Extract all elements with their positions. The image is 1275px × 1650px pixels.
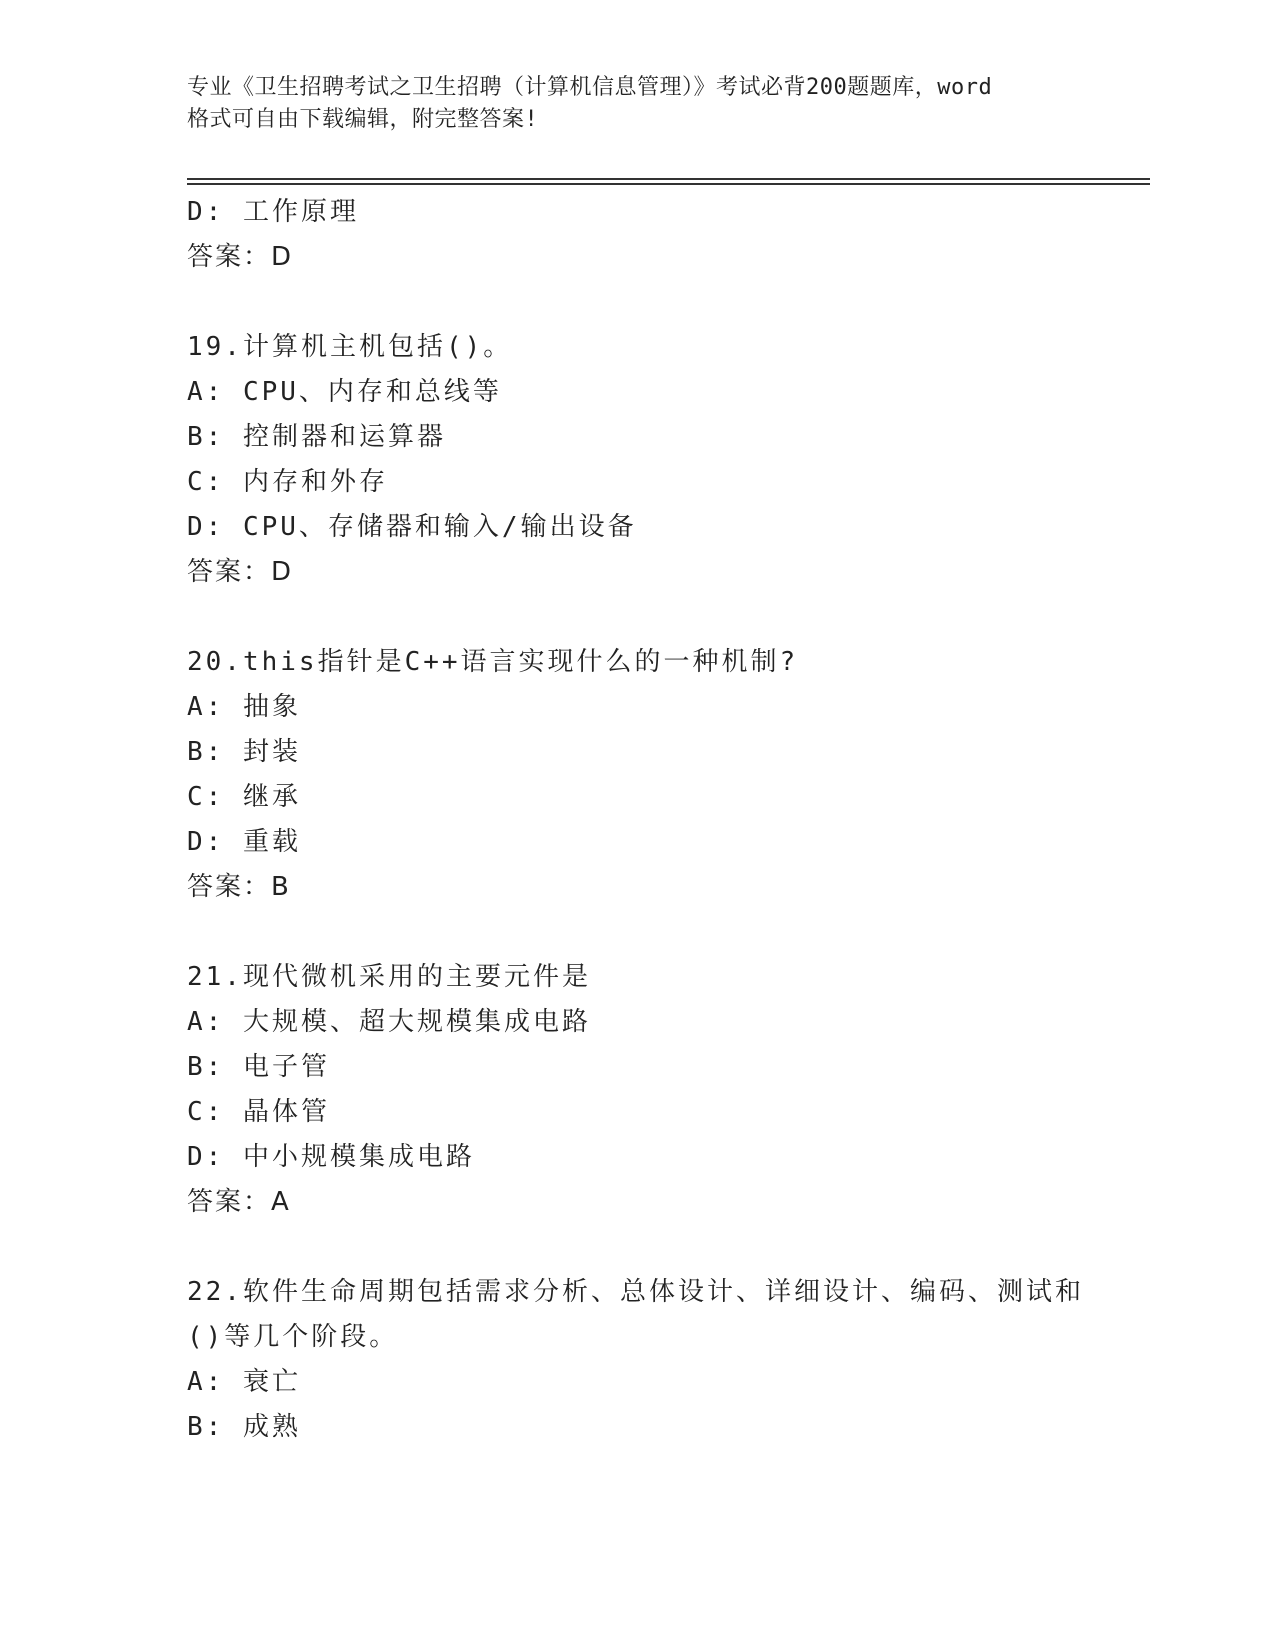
question-stem: 20.this指针是C++语言实现什么的一种机制? <box>187 647 799 677</box>
option-a: A: CPU、内存和总线等 <box>187 377 502 407</box>
prev-answer: 答案：D <box>187 242 294 272</box>
question-19 <box>187 325 1087 595</box>
document-header <box>187 72 1087 136</box>
option-a: A: 抽象 <box>187 692 301 722</box>
question-21 <box>187 955 1087 1225</box>
option-b: B: 电子管 <box>187 1052 330 1082</box>
question-stem-line-2: ()等几个阶段。 <box>187 1322 399 1352</box>
option-b: B: 控制器和运算器 <box>187 422 446 452</box>
header-line-1: 专业《卫生招聘考试之卫生招聘（计算机信息管理）》考试必背200题题库，word <box>187 75 993 100</box>
prev-option-d: D: 工作原理 <box>187 197 359 227</box>
option-c: C: 晶体管 <box>187 1097 330 1127</box>
option-c: C: 继承 <box>187 782 301 812</box>
spacer <box>187 910 1087 955</box>
header-divider-top <box>187 178 1150 180</box>
answer: 答案：A <box>187 1187 291 1217</box>
question-20 <box>187 640 1087 910</box>
question-list <box>187 190 1087 1450</box>
header-line-2: 格式可自由下载编辑，附完整答案! <box>187 107 539 132</box>
question-stem: 19.计算机主机包括()。 <box>187 332 513 362</box>
spacer <box>187 595 1087 640</box>
answer: 答案：D <box>187 557 294 587</box>
header-divider-bottom <box>187 183 1150 185</box>
answer: 答案：B <box>187 872 291 902</box>
option-a: A: 大规模、超大规模集成电路 <box>187 1007 591 1037</box>
spacer <box>187 1225 1087 1270</box>
option-b: B: 封装 <box>187 737 301 767</box>
question-stem: 21.现代微机采用的主要元件是 <box>187 962 591 992</box>
spacer <box>187 280 1087 325</box>
option-d: D: 中小规模集成电路 <box>187 1142 475 1172</box>
option-d: D: 重载 <box>187 827 301 857</box>
option-d: D: CPU、存储器和输入/输出设备 <box>187 512 637 542</box>
question-stem-line-1: 22.软件生命周期包括需求分析、总体设计、详细设计、编码、测试和 <box>187 1277 1084 1307</box>
option-b: B: 成熟 <box>187 1412 301 1442</box>
question-22 <box>187 1270 1087 1450</box>
option-a: A: 衰亡 <box>187 1367 301 1397</box>
option-c: C: 内存和外存 <box>187 467 388 497</box>
